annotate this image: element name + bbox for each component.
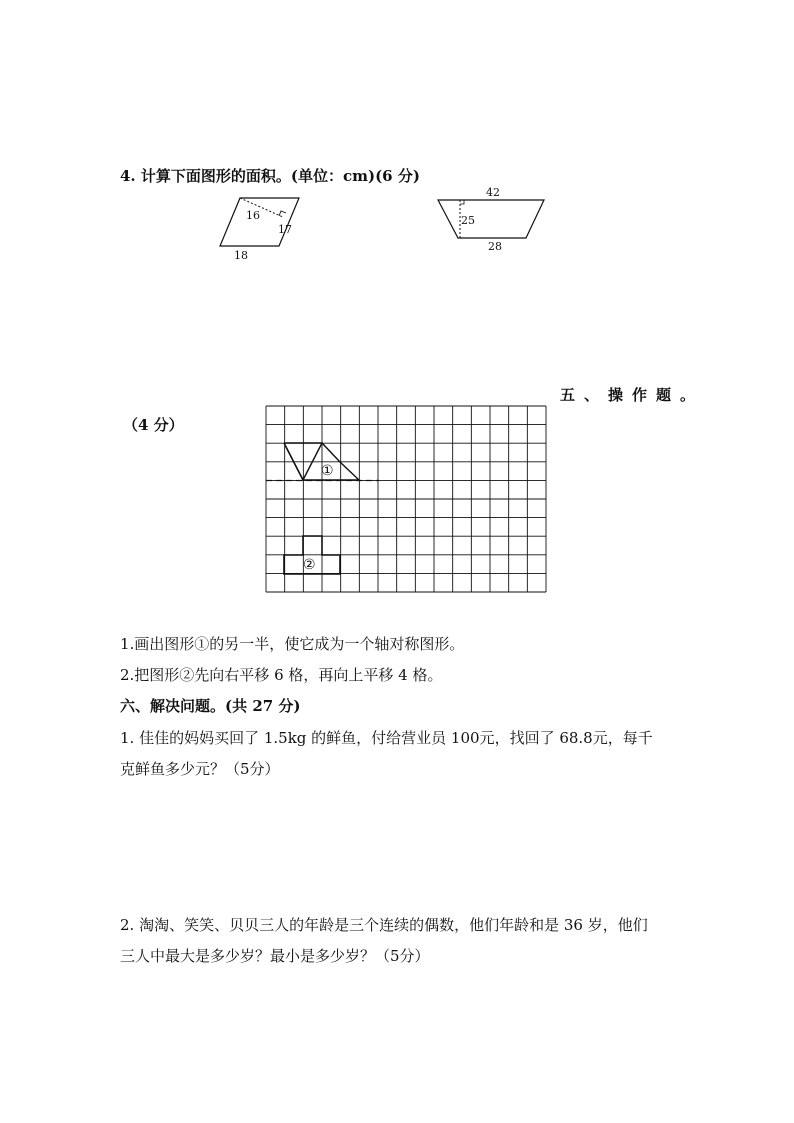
trapezoid-top-label: 42 xyxy=(486,186,500,199)
section5-task1: 1.画出图形①的另一半，使它成为一个轴对称图形。 xyxy=(120,635,465,653)
figure-2-label: ② xyxy=(303,557,316,573)
section6-q2-line1: 2. 淘淘、笑笑、贝贝三人的年龄是三个连续的偶数，他们年龄和是 36 岁，他们 xyxy=(120,916,648,934)
grid-figure xyxy=(265,405,547,593)
parallelogram-side-label: 17 xyxy=(278,223,292,236)
section6-title: 六、解决问题。(共 27 分) xyxy=(120,697,301,715)
section5-task2: 2.把图形②先向右平移 6 格，再向上平移 4 格。 xyxy=(120,666,443,684)
trapezoid-bottom-label: 28 xyxy=(488,240,502,253)
parallelogram-figure xyxy=(212,188,302,264)
parallelogram-height-label: 16 xyxy=(246,209,260,222)
section6-q1-line2: 克鲜鱼多少元？（5分） xyxy=(120,760,280,778)
section5-title: 五、操作题。 xyxy=(560,386,705,404)
figure-1-label: ① xyxy=(321,463,334,479)
section5-score: （4 分） xyxy=(123,416,184,434)
trapezoid-height-label: 25 xyxy=(461,214,475,227)
section6-q2-line2: 三人中最大是多少岁？最小是多少岁？（5分） xyxy=(120,947,430,965)
trapezoid-figure xyxy=(432,182,552,256)
section6-q1-line1: 1. 佳佳的妈妈买回了 1.5kg 的鲜鱼，付给营业员 100元，找回了 68.8元，每千 xyxy=(120,729,653,747)
parallelogram-base-label: 18 xyxy=(234,249,248,262)
q4-title: 4. 计算下面图形的面积。(单位：cm)(6 分) xyxy=(120,167,420,185)
